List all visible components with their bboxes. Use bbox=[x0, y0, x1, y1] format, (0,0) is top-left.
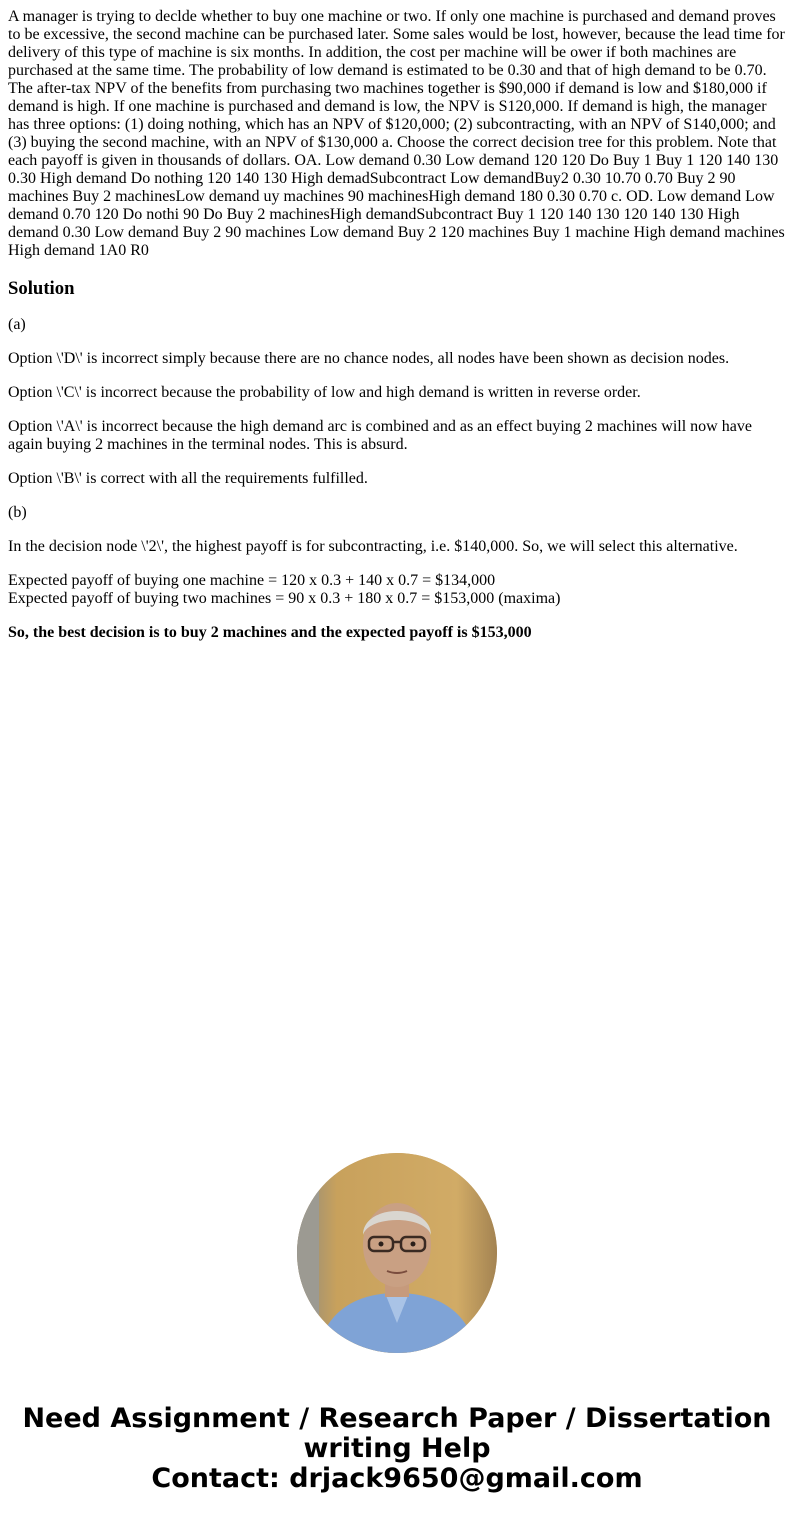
question-text: A manager is trying to declde whether to buy one machine or two. If only one machine is purchased and demand proves to be excessive, the second machine can be purchased later. Some sales would be lost, however, because the lead time for delivery of this type of machine is six months. In addition, the cost per machine will be ower if both machines are purchased at the same time. The probability of low demand is estimated to be 0.30 and that of high demand to be 0.70. The after-tax NPV of the benefits from purchasing two machines together is $90,000 if demand is low and $180,000 if demand is high. If one machine is purchased and demand is low, the NPV is S120,000. If demand is high, the manager has three options: (1) doing nothing, which has an NPV of $120,000; (2) subcontracting, with an NPV of S140,000; and (3) buying the second machine, with an NPV of $130,000 a. Choose the correct decision tree for this problem. Note that each payoff is given in thousands of dollars. OA. Low demand 0.30 Low demand 120 120 Do Buy 1 Buy 1 120 140 130 0.30 High demand Do nothing 120 140 130 High demadSubcontract Low demandBuy2 0.30 10.70 0.70 Buy 2 90 machines Buy 2 machinesLow demand uy machines 90 machinesHigh demand 180 0.30 0.70 c. OD. Low demand Low demand 0.70 120 Do nothi 90 Do Buy 2 machinesHigh demandSubcontract Buy 1 120 140 130 120 140 130 High demand 0.30 Low demand Buy 2 90 machines Low demand Buy 2 120 machines Buy 1 machine High demand machines High demand 1A0 R0 bbox=[8, 8, 785, 259]
document-body bbox=[8, 8, 786, 658]
footer-line-1: Need Assignment / Research Paper / Dissertation bbox=[22, 1403, 772, 1434]
option-a-explanation: Option \'A\' is incorrect because the high demand arc is combined and as an effect buying 2 machines will now have again buying 2 machines in the terminal nodes. This is absurd. bbox=[8, 418, 752, 453]
option-c-explanation: Option \'C\' is incorrect because the probability of low and high demand is written in reverse order. bbox=[8, 384, 641, 401]
footer-contact: Contact: drjack9650@gmail.com bbox=[151, 1463, 643, 1494]
solution-part-a-label: (a) bbox=[8, 316, 26, 333]
option-d-explanation: Option \'D\' is incorrect simply because there are no chance nodes, all nodes have been shown as decision nodes. bbox=[8, 350, 730, 367]
author-avatar bbox=[297, 1153, 497, 1353]
expected-payoff-one: Expected payoff of buying one machine = 120 x 0.3 + 140 x 0.7 = $134,000 bbox=[8, 572, 496, 589]
conclusion: So, the best decision is to buy 2 machines and the expected payoff is $153,000 bbox=[8, 624, 532, 641]
solution-part-b-label: (b) bbox=[8, 504, 27, 521]
solution-heading: Solution bbox=[8, 278, 75, 299]
expected-payoffs bbox=[8, 572, 786, 608]
decision-node-explanation: In the decision node \'2\', the highest payoff is for subcontracting, i.e. $140,000. So, we will select this alternative. bbox=[8, 538, 738, 555]
footer-line-2: writing Help bbox=[303, 1433, 491, 1464]
option-b-explanation: Option \'B\' is correct with all the requirements fulfilled. bbox=[8, 470, 368, 487]
expected-payoff-two: Expected payoff of buying two machines = 90 x 0.3 + 180 x 0.7 = $153,000 (maxima) bbox=[8, 590, 561, 607]
footer-banner bbox=[0, 1404, 794, 1494]
author-photo-icon bbox=[297, 1153, 497, 1353]
